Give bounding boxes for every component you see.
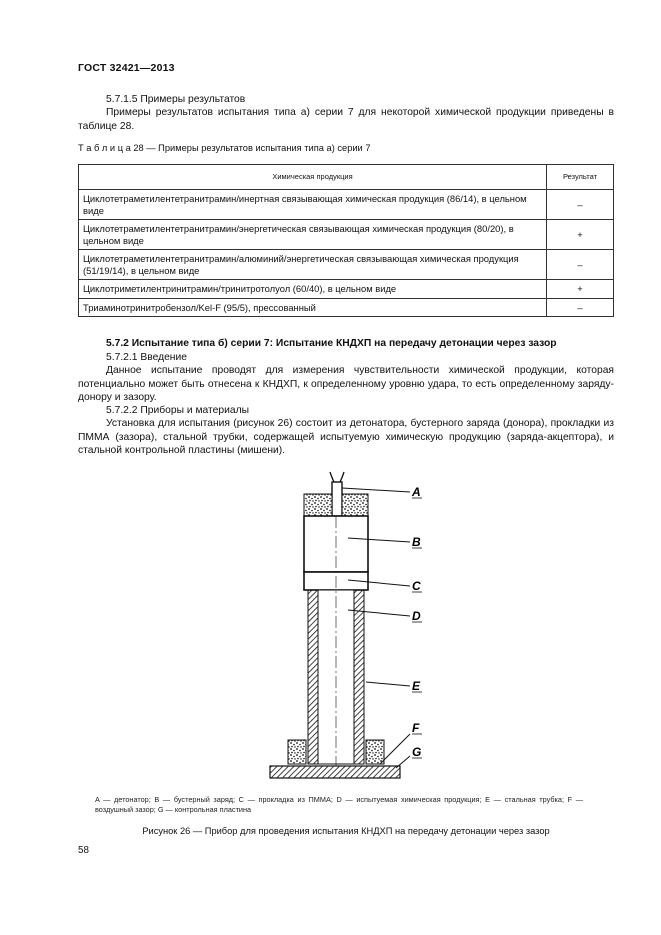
witness-plate bbox=[270, 766, 400, 778]
steel-tube-wall-right bbox=[354, 590, 364, 764]
steel-tube-wall-left bbox=[308, 590, 318, 764]
column-header-product: Химическая продукция bbox=[79, 165, 547, 190]
table-row bbox=[79, 190, 614, 220]
table-cell-product: Циклотриметилентринитрамин/тринитротолуол (60/40), в цельном виде bbox=[79, 280, 547, 299]
label-a: A bbox=[412, 485, 421, 499]
column-header-result: Результат bbox=[547, 165, 614, 190]
section-text-5722: Установка для испытания (рисунок 26) состоит из детонатора, бустерного заряда (донора), прокладки из ПММА (зазора), стальной трубки, содержащей испытуемую химическую продукцию (заряда-акцептора), и стальной контрольной пластины (мишени). bbox=[78, 418, 614, 456]
table-header-row bbox=[79, 165, 614, 190]
table-row bbox=[79, 280, 614, 299]
figure-legend: A — детонатор; B — бустерный заряд; C — прокладка из ПММА; D — испытуемая химическая продукция; E — стальная трубка; F — воздушный зазор; G — контрольная пластина bbox=[95, 795, 583, 814]
table-cell-result: – bbox=[547, 250, 614, 280]
label-b: B bbox=[412, 535, 421, 549]
table-cell-result: + bbox=[547, 220, 614, 250]
section-heading-5715: 5.7.1.5 Примеры результатов bbox=[106, 94, 246, 105]
table-row bbox=[79, 298, 614, 317]
figure-title: Рисунок 26 — Прибор для проведения испытания КНДХП на передачу детонации через зазор bbox=[142, 826, 550, 836]
section-heading-572: 5.7.2 Испытание типа б) серии 7: Испытание КНДХП на передачу детонации через зазор bbox=[106, 338, 557, 349]
detonator bbox=[332, 482, 342, 516]
label-g: G bbox=[412, 745, 422, 759]
booster-cap-left bbox=[304, 494, 332, 516]
table-row bbox=[79, 220, 614, 250]
gap-test-apparatus-diagram bbox=[260, 466, 440, 786]
label-c: C bbox=[412, 579, 421, 593]
section-text-5715: Примеры результатов испытания типа а) серии 7 для некоторой химической продукции приведены в таблице 28. bbox=[78, 107, 614, 132]
table-cell-result: – bbox=[547, 298, 614, 317]
spacer-block-left bbox=[288, 740, 306, 764]
table-row bbox=[79, 250, 614, 280]
table-cell-product: Триаминотринитробензол/Kel-F (95/5), прессованный bbox=[79, 298, 547, 317]
table-cell-result: – bbox=[547, 190, 614, 220]
booster-cap-right bbox=[342, 494, 368, 516]
label-d: D bbox=[412, 609, 421, 623]
page-number: 58 bbox=[78, 845, 89, 856]
table-caption: Т а б л и ц а 28 — Примеры результатов испытания типа а) серии 7 bbox=[78, 143, 371, 153]
spacer-block-right bbox=[366, 740, 384, 764]
section-text-5721: Данное испытание проводят для измерения чувствительности химической продукции, которая потенциально может быть отнесена к КНДХП, к определенному уровню удара, то есть определенному заряду-донору и зазору. bbox=[78, 365, 614, 403]
subsection-heading-5722: 5.7.2.2 Приборы и материалы bbox=[106, 405, 249, 416]
table-cell-product: Циклотетраметилентетранитрамин/инертная связывающая химическая продукция (86/14), в цельном виде bbox=[79, 190, 547, 220]
label-e: E bbox=[412, 679, 421, 693]
table-cell-product: Циклотетраметилентетранитрамин/алюминий/энергетическая связывающая химическая продукция (51/19/14), в цельном виде bbox=[79, 250, 547, 280]
table-cell-product: Циклотетраметилентетранитрамин/энергетическая связывающая химическая продукция (80/20), в цельном виде bbox=[79, 220, 547, 250]
results-table bbox=[78, 164, 614, 317]
subsection-heading-5721: 5.7.2.1 Введение bbox=[106, 352, 187, 363]
table-cell-result: + bbox=[547, 280, 614, 299]
detonator-wires bbox=[330, 472, 344, 482]
document-header: ГОСТ 32421—2013 bbox=[78, 62, 175, 74]
label-f: F bbox=[412, 721, 420, 735]
